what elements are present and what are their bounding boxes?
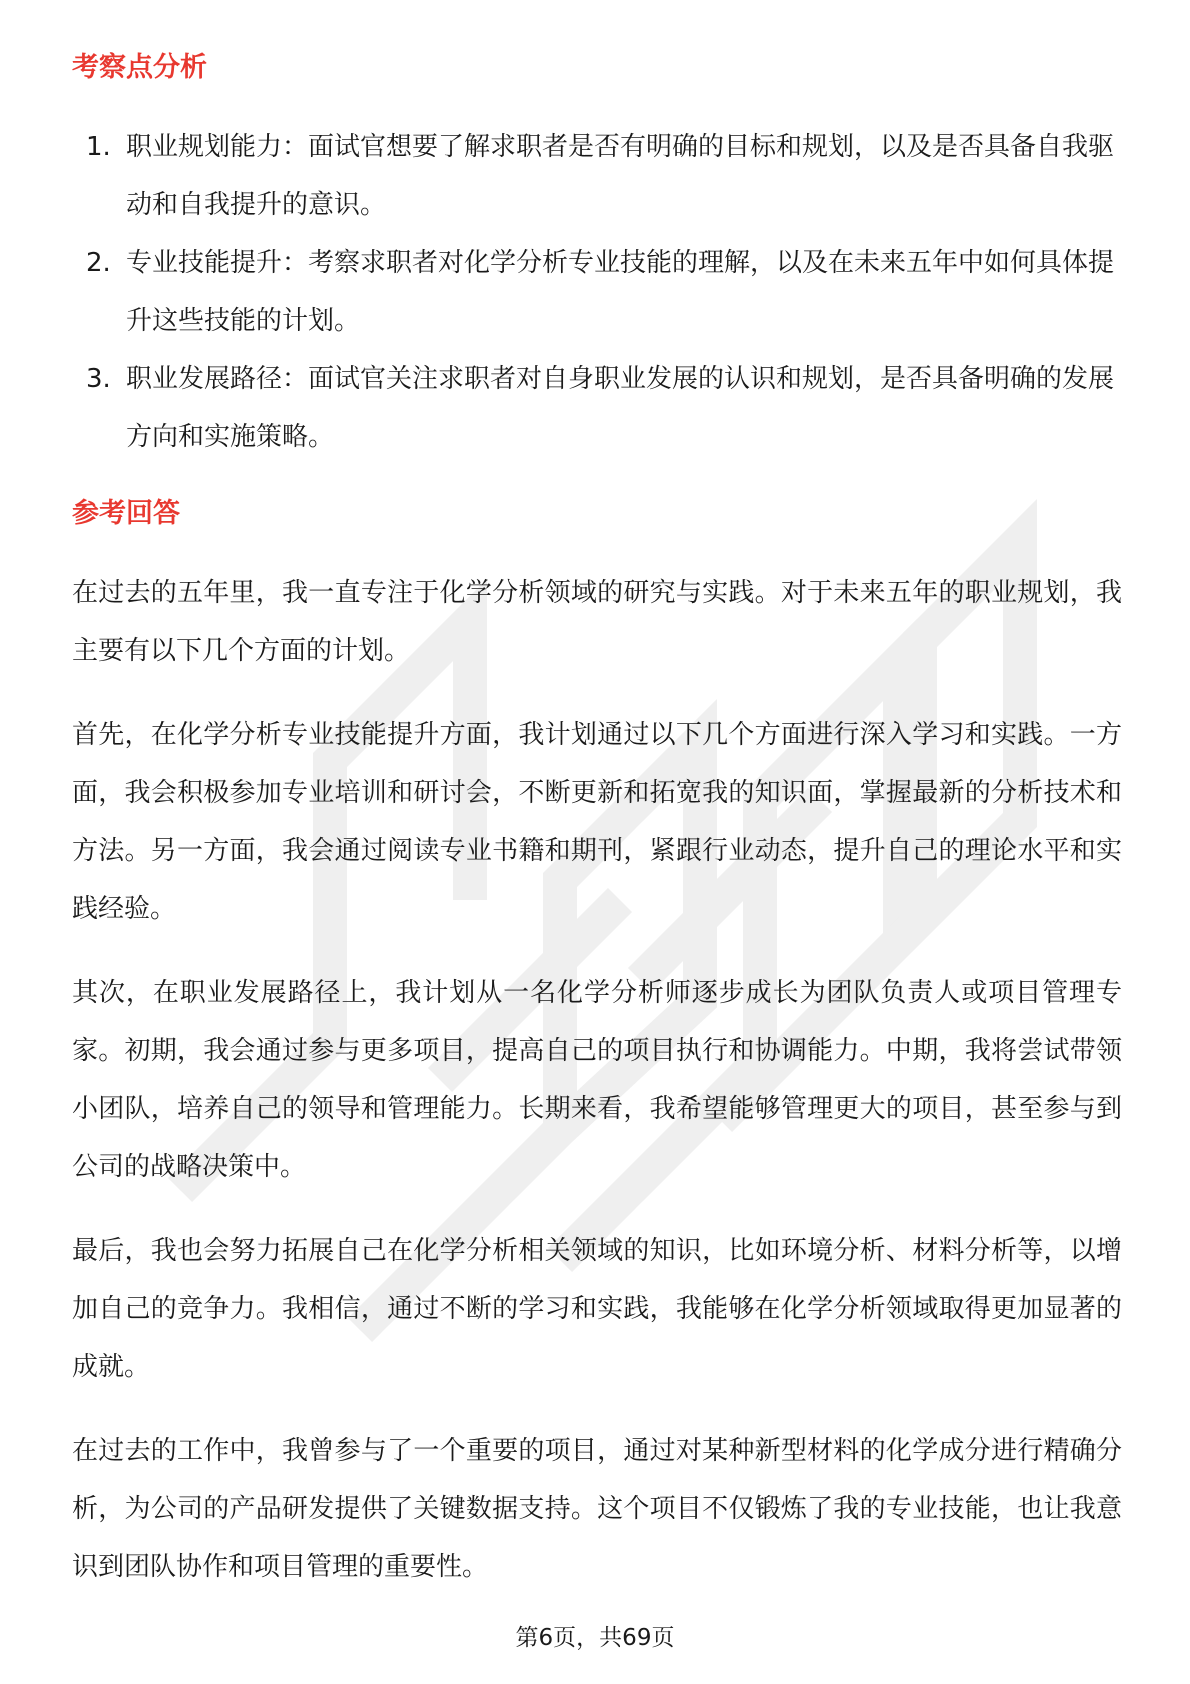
answer-paragraph-2: 首先，在化学分析专业技能提升方面，我计划通过以下几个方面进行深入学习和实践。一方面，我会积极参加专业培训和研讨会，不断更新和拓宽我的知识面，掌握最新的分析技术和方法。另一方面，我会通过阅读专业书籍和期刊，紧跟行业动态，提升自己的理论水平和实践经验。 [72, 720, 1122, 924]
analysis-item-text: 职业发展路径：面试官关注求职者对自身职业发展的认识和规划，是否具备明确的发展方向和实施策略。 [126, 364, 1115, 452]
analysis-item-2 [72, 234, 1122, 350]
page-number-footer: 第6页，共69页 [515, 1625, 675, 1651]
answer-paragraph-3: 其次，在职业发展路径上，我计划从一名化学分析师逐步成长为团队负责人或项目管理专家。初期，我会通过参与更多项目，提高自己的项目执行和协调能力。中期，我将尝试带领小团队，培养自己的领导和管理能力。长期来看，我希望能够管理更大的项目，甚至参与到公司的战略决策中。 [72, 978, 1122, 1182]
main-content [72, 48, 1122, 1596]
analysis-item-number: 3. [86, 364, 111, 394]
analysis-item-text: 职业规划能力：面试官想要了解求职者是否有明确的目标和规划，以及是否具备自我驱动和自我提升的意识。 [126, 132, 1115, 220]
analysis-item-1 [72, 118, 1122, 234]
analysis-list [72, 118, 1122, 466]
analysis-item-number: 1. [86, 132, 111, 162]
analysis-section-title: 考察点分析 [72, 52, 207, 83]
answer-section-title: 参考回答 [72, 498, 180, 529]
analysis-item-number: 2. [86, 248, 111, 278]
answer-paragraph-5: 在过去的工作中，我曾参与了一个重要的项目，通过对某种新型材料的化学成分进行精确分析，为公司的产品研发提供了关键数据支持。这个项目不仅锻炼了我的专业技能，也让我意识到团队协作和项目管理的重要性。 [72, 1436, 1122, 1582]
answer-paragraph-4: 最后，我也会努力拓展自己在化学分析相关领域的知识，比如环境分析、材料分析等，以增加自己的竞争力。我相信，通过不断的学习和实践，我能够在化学分析领域取得更加显著的成就。 [72, 1236, 1122, 1382]
answer-paragraph-1: 在过去的五年里，我一直专注于化学分析领域的研究与实践。对于未来五年的职业规划，我主要有以下几个方面的计划。 [72, 578, 1122, 666]
analysis-item-text: 专业技能提升：考察求职者对化学分析专业技能的理解，以及在未来五年中如何具体提升这些技能的计划。 [126, 248, 1115, 336]
analysis-item-3 [72, 350, 1122, 466]
